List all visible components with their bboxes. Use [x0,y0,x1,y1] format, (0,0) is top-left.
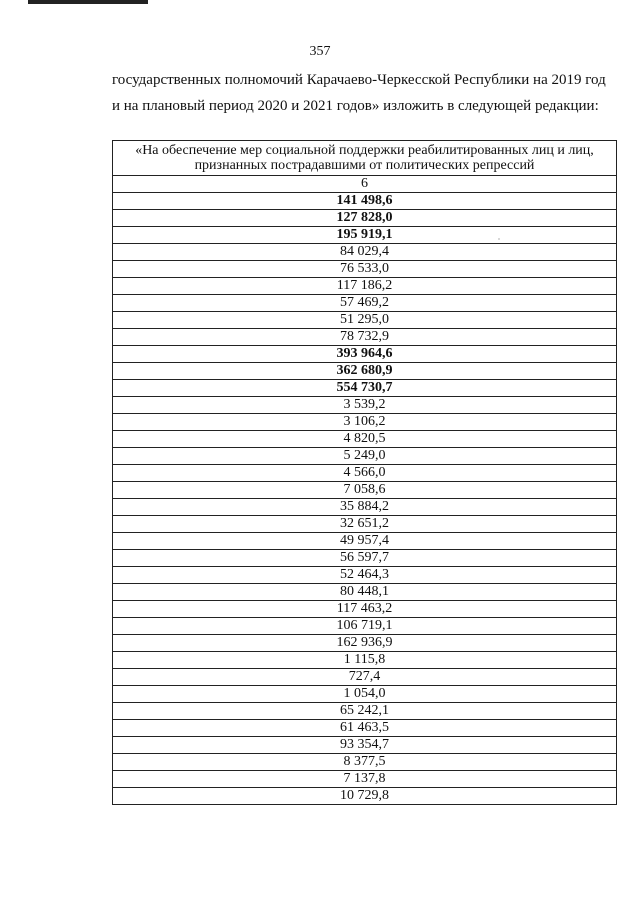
table-row [113,533,617,550]
table-row [113,652,617,669]
value-cell: 84 029,4 [113,244,617,261]
amendment-table [112,140,617,805]
value-cell: 61 463,5 [113,720,617,737]
table-row [113,431,617,448]
value-cell: 106 719,1 [113,618,617,635]
table-row [113,448,617,465]
page-number: 357 [309,44,331,59]
scan-speck [498,238,500,240]
value-cell: 8 377,5 [113,754,617,771]
value-cell: 3 106,2 [113,414,617,431]
table-row [113,380,617,397]
table-header-line-2: признанных пострадавшими от политических репрессий [194,158,535,173]
table-row [113,414,617,431]
value-cell: 80 448,1 [113,584,617,601]
table-header-line-1: «На обеспечение мер социальной поддержки реабилитированных лиц и лиц, [135,143,594,158]
table-row [113,465,617,482]
table-row [113,550,617,567]
table-row [113,788,617,805]
table-row [113,686,617,703]
table-row [113,754,617,771]
value-cell: 5 249,0 [113,448,617,465]
value-cell: 7 058,6 [113,482,617,499]
total-value-cell: 554 730,7 [113,380,617,397]
value-cell: 3 539,2 [113,397,617,414]
value-cell: 49 957,4 [113,533,617,550]
value-cell: 1 115,8 [113,652,617,669]
table-row [113,278,617,295]
value-cell: 56 597,7 [113,550,617,567]
table-row [113,227,617,244]
table-row [113,193,617,210]
table-row [113,363,617,380]
table-row [113,584,617,601]
table-row [113,499,617,516]
table-row [113,346,617,363]
total-value-cell: 141 498,6 [113,193,617,210]
value-cell: 1 054,0 [113,686,617,703]
column-number-row [113,176,617,193]
value-cell: 117 186,2 [113,278,617,295]
value-cell: 78 732,9 [113,329,617,346]
table-row [113,635,617,652]
table-row [113,261,617,278]
intro-text-line-2: и на плановый период 2020 и 2021 годов» изложить в следующей редакции: [112,98,599,114]
value-cell: 727,4 [113,669,617,686]
table-row [113,669,617,686]
total-value-cell: 195 919,1 [113,227,617,244]
table-row [113,516,617,533]
table-row [113,771,617,788]
value-cell: 7 137,8 [113,771,617,788]
table-row [113,567,617,584]
total-value-cell: 393 964,6 [113,346,617,363]
table-row [113,482,617,499]
value-cell: 35 884,2 [113,499,617,516]
value-cell: 65 242,1 [113,703,617,720]
value-cell: 117 463,2 [113,601,617,618]
value-cell: 93 354,7 [113,737,617,754]
table-row [113,703,617,720]
table-row [113,601,617,618]
value-cell: 4 820,5 [113,431,617,448]
table-header-cell [113,141,617,176]
table-row [113,210,617,227]
value-cell: 10 729,8 [113,788,617,805]
value-cell: 51 295,0 [113,312,617,329]
value-cell: 52 464,3 [113,567,617,584]
column-number-cell: 6 [113,176,617,193]
value-cell: 4 566,0 [113,465,617,482]
value-cell: 162 936,9 [113,635,617,652]
intro-text-line-1: государственных полномочий Карачаево-Черкесской Республики на 2019 год [112,72,606,88]
table-row [113,397,617,414]
value-cell: 57 469,2 [113,295,617,312]
table-row [113,244,617,261]
table-row [113,295,617,312]
table-row [113,329,617,346]
table-header-row [113,141,617,176]
table-row [113,312,617,329]
total-value-cell: 127 828,0 [113,210,617,227]
scan-edge-mark [28,0,148,4]
value-cell: 32 651,2 [113,516,617,533]
table-row [113,618,617,635]
table-row [113,737,617,754]
total-value-cell: 362 680,9 [113,363,617,380]
table-row [113,720,617,737]
value-cell: 76 533,0 [113,261,617,278]
